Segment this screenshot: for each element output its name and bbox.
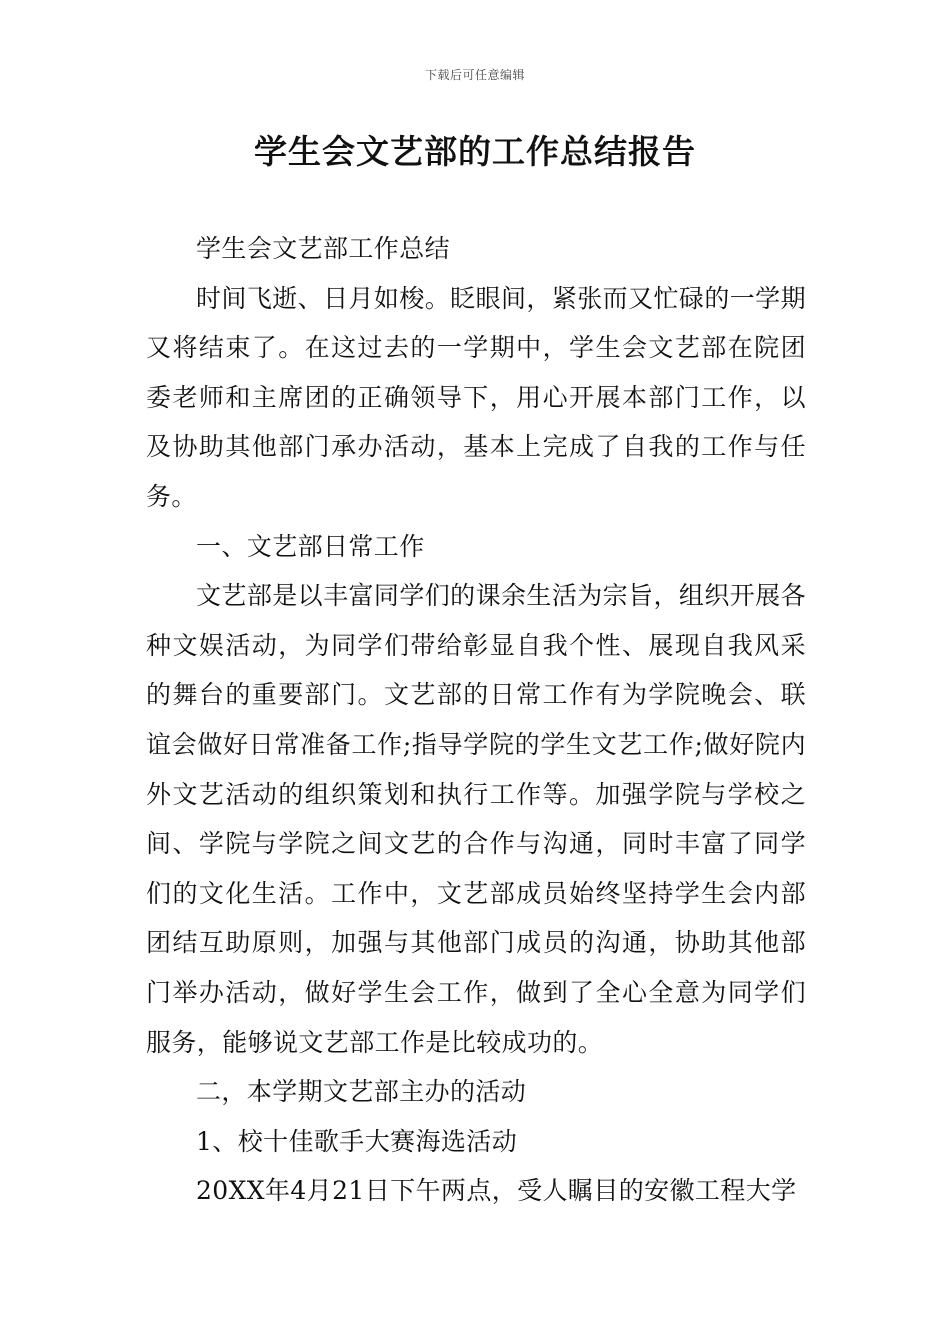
subsection-heading-1: 1、校十佳歌手大赛海选活动	[196, 1126, 518, 1156]
subsection-1-paragraph: 20XX年4月21日下午两点，受人瞩目的安徽工程大学	[196, 1176, 797, 1206]
section-1-paragraph: 文艺部是以丰富同学们的课余生活为宗旨，组织开展各种文娱活动，为同学们带给彰显自我个性、展现自我风采的舞台的重要部门。文艺部的日常工作有为学院晚会、联谊会做好日常准备工作;指导学院的学生文艺工作;做好院内外文艺活动的组织策划和执行工作等。加强学院与学校之间、学院与学院之间文艺的合作与沟通，同时丰富了同学们的文化生活。工作中，文艺部成员始终坚持学生会内部团结互助原则，加强与其他部门成员的沟通，协助其他部门举办活动，做好学生会工作，做到了全心全意为同学们服务，能够说文艺部工作是比较成功的。	[146, 581, 806, 1057]
document-body	[146, 224, 806, 1216]
subtitle-paragraph: 学生会文艺部工作总结	[196, 234, 451, 263]
header-note: 下载后可任意编辑	[424, 68, 525, 82]
intro-paragraph: 时间飞逝、日月如梭。眨眼间，紧张而又忙碌的一学期又将结束了。在这过去的一学期中，学生会文艺部在院团委老师和主席团的正确领导下，用心开展本部门工作，以及协助其他部门承办活动，基本上完成了自我的工作与任务。	[146, 283, 806, 511]
section-heading-1: 一、文艺部日常工作	[196, 531, 425, 561]
document-title: 学生会文艺部的工作总结报告	[254, 132, 696, 171]
section-heading-2: 二，本学期文艺部主办的活动	[196, 1077, 527, 1107]
